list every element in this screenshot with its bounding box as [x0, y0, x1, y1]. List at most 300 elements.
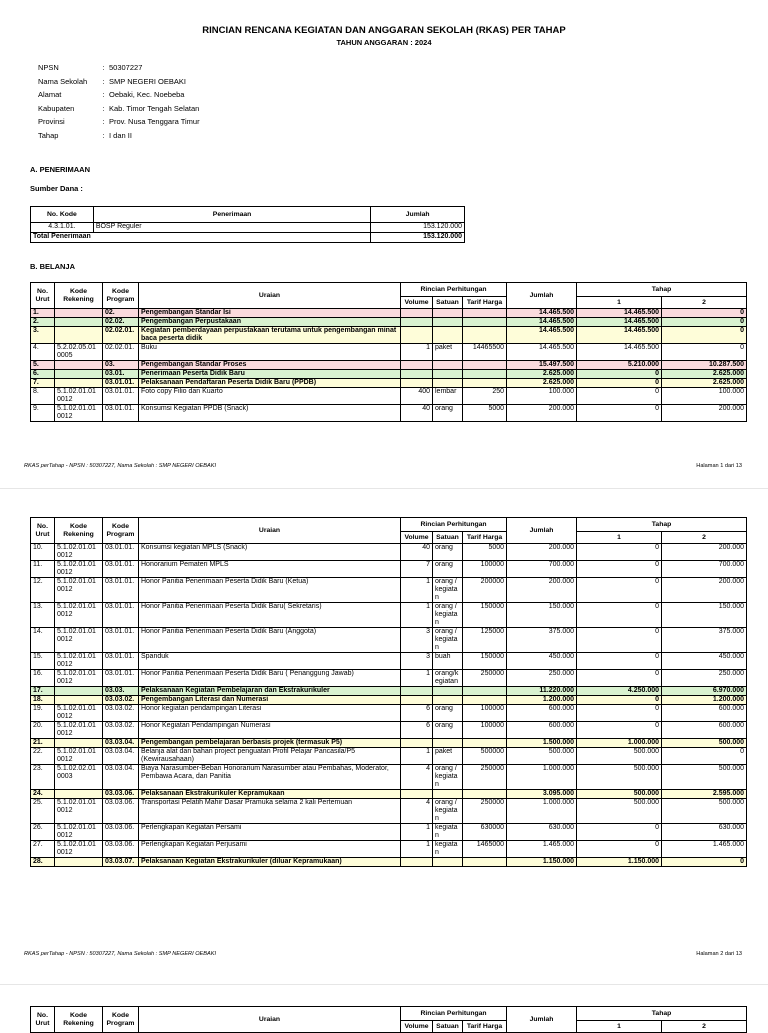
cell-kode-rekening: 5.1.02.01.01 0012 — [55, 653, 103, 670]
cell-tarif — [463, 790, 507, 799]
cell-volume — [401, 379, 433, 388]
cell-no: 16. — [31, 670, 55, 687]
cell-tahap-1: 5.210.000 — [577, 361, 662, 370]
cell-uraian: Spanduk — [139, 653, 401, 670]
cell-no: 12. — [31, 578, 55, 603]
cell-volume: 6 — [401, 705, 433, 722]
cell-tahap-1: 0 — [577, 544, 662, 561]
cell-kode-rekening: 5.1.02.01.01 0012 — [55, 705, 103, 722]
cell-jumlah: 630.000 — [507, 824, 577, 841]
cell-volume — [401, 361, 433, 370]
cell-tahap-2: 6.970.000 — [662, 687, 747, 696]
table-row — [31, 705, 747, 722]
cell-uraian: Pelaksanaan Ekstrakurikuler Kepramukaan — [139, 790, 401, 799]
info-value: Kab. Timor Tengah Selatan — [109, 103, 200, 113]
cell-satuan — [433, 696, 463, 705]
header-uraian: Uraian — [139, 283, 401, 309]
cell-kode-program: 03.03.06. — [103, 824, 139, 841]
cell-volume: 3 — [401, 653, 433, 670]
cell-tahap-1: 0 — [577, 628, 662, 653]
cell-tahap-1: 0 — [577, 841, 662, 858]
cell-tahap-2: 450.000 — [662, 653, 747, 670]
table-row — [31, 739, 747, 748]
header-tahap-2: 2 — [662, 532, 747, 544]
cell-jumlah: 200.000 — [507, 544, 577, 561]
penerimaan-jumlah: 153.120.000 — [371, 223, 465, 233]
cell-kode-program: 03.03. — [103, 687, 139, 696]
cell-satuan: paket — [433, 344, 463, 361]
cell-satuan: orang — [433, 405, 463, 422]
cell-uraian: Konsumsi Kegiatan PPDB (Snack) — [139, 405, 401, 422]
cell-volume — [401, 309, 433, 318]
cell-tarif — [463, 318, 507, 327]
info-row — [38, 90, 200, 104]
cell-no: 9. — [31, 405, 55, 422]
cell-kode-program: 03.01.01. — [103, 379, 139, 388]
cell-tahap-2: 500.000 — [662, 765, 747, 790]
header-tahap-2: 2 — [662, 1021, 747, 1033]
cell-tahap-1: 0 — [577, 370, 662, 379]
cell-tahap-2: 0 — [662, 858, 747, 867]
cell-tahap-2: 200.000 — [662, 544, 747, 561]
header-rincian: Rincian Perhitungan — [401, 518, 507, 532]
cell-kode-rekening — [55, 309, 103, 318]
cell-satuan: orang / kegiata n — [433, 628, 463, 653]
cell-volume — [401, 739, 433, 748]
cell-tahap-1: 1.000.000 — [577, 739, 662, 748]
cell-kode-rekening: 5.1.02.01.01 0012 — [55, 405, 103, 422]
cell-tahap-1: 500.000 — [577, 790, 662, 799]
cell-no: 25. — [31, 799, 55, 824]
cell-satuan: orang / kegiata n — [433, 578, 463, 603]
page2-footer-left: RKAS perTahap - NPSN : 50307227, Nama Sekolah : SMP NEGERI OEBAKI — [24, 951, 217, 957]
cell-tarif: 1465000 — [463, 841, 507, 858]
info-row — [38, 117, 200, 131]
header-satuan: Satuan — [433, 1021, 463, 1033]
table-row — [31, 687, 747, 696]
cell-no: 1. — [31, 309, 55, 318]
cell-tahap-2: 2.625.000 — [662, 370, 747, 379]
cell-tahap-2: 2.595.000 — [662, 790, 747, 799]
cell-volume — [401, 696, 433, 705]
cell-kode-program: 03.01.01. — [103, 670, 139, 687]
header-tahap-1: 1 — [577, 1021, 662, 1033]
cell-tarif — [463, 858, 507, 867]
header-jumlah: Jumlah — [371, 207, 465, 223]
cell-no: 11. — [31, 561, 55, 578]
cell-tahap-2: 200.000 — [662, 405, 747, 422]
cell-no: 21. — [31, 739, 55, 748]
cell-volume: 40 — [401, 544, 433, 561]
cell-tahap-2: 150.000 — [662, 603, 747, 628]
table-row — [31, 628, 747, 653]
cell-tahap-1: 500.000 — [577, 765, 662, 790]
cell-tarif: 150000 — [463, 603, 507, 628]
table-row — [31, 824, 747, 841]
cell-jumlah: 100.000 — [507, 388, 577, 405]
table-row — [31, 544, 747, 561]
info-row — [38, 104, 200, 118]
cell-uraian: Perlengkapan Kegiatan Perjusami — [139, 841, 401, 858]
cell-kode-rekening: 5.2.02.05.01 0005 — [55, 344, 103, 361]
cell-jumlah: 3.095.000 — [507, 790, 577, 799]
header-tahap: Tahap — [577, 518, 747, 532]
cell-no: 20. — [31, 722, 55, 739]
cell-no: 7. — [31, 379, 55, 388]
cell-uraian: Honor Panitia Penerimaan Peserta Didik Baru ( Penanggung Jawab) — [139, 670, 401, 687]
cell-uraian: Honor kegiatan pendampingan Literasi — [139, 705, 401, 722]
penerimaan-kode: 4.3.1.01. — [31, 223, 94, 233]
cell-kode-rekening: 5.1.02.01.01 0012 — [55, 670, 103, 687]
info-label: Provinsi — [38, 117, 65, 127]
cell-kode-rekening: 5.1.02.01.01 0012 — [55, 824, 103, 841]
cell-jumlah: 600.000 — [507, 705, 577, 722]
cell-volume: 400 — [401, 388, 433, 405]
info-value: Prov. Nusa Tenggara Timur — [109, 117, 200, 127]
cell-tahap-1: 0 — [577, 696, 662, 705]
info-label: Nama Sekolah — [38, 76, 88, 86]
cell-kode-program: 03.01.01. — [103, 388, 139, 405]
info-colon: : — [102, 76, 105, 86]
table-row — [31, 578, 747, 603]
cell-no: 4. — [31, 344, 55, 361]
cell-satuan — [433, 739, 463, 748]
cell-kode-program: 03.03.06. — [103, 841, 139, 858]
cell-kode-program: 02. — [103, 309, 139, 318]
cell-no: 22. — [31, 748, 55, 765]
cell-no: 18. — [31, 696, 55, 705]
cell-tahap-2: 200.000 — [662, 578, 747, 603]
cell-satuan: kegiata n — [433, 841, 463, 858]
header-tahap: Tahap — [577, 1007, 747, 1021]
cell-tahap-2: 600.000 — [662, 705, 747, 722]
penerimaan-table — [30, 206, 465, 243]
cell-no: 27. — [31, 841, 55, 858]
cell-no: 3. — [31, 327, 55, 344]
cell-tahap-2: 250.000 — [662, 670, 747, 687]
table-row — [31, 696, 747, 705]
cell-tarif: 125000 — [463, 628, 507, 653]
cell-kode-program: 03.01.01. — [103, 405, 139, 422]
cell-tahap-2: 630.000 — [662, 824, 747, 841]
cell-uraian: Pengembangan Standar Proses — [139, 361, 401, 370]
cell-satuan: orang / kegiata n — [433, 603, 463, 628]
cell-jumlah: 2.625.000 — [507, 379, 577, 388]
header-jumlah: Jumlah — [507, 518, 577, 544]
info-label: Tahap — [38, 130, 59, 140]
cell-kode-program: 03.03.07. — [103, 858, 139, 867]
cell-kode-rekening: 5.1.02.01.01 0012 — [55, 628, 103, 653]
info-label: Kabupaten — [38, 103, 75, 113]
cell-satuan — [433, 309, 463, 318]
cell-kode-program: 03.01.01. — [103, 628, 139, 653]
table-row — [31, 670, 747, 687]
cell-tahap-1: 14.465.500 — [577, 309, 662, 318]
cell-tahap-1: 0 — [577, 722, 662, 739]
cell-tahap-1: 0 — [577, 379, 662, 388]
table-row — [31, 379, 747, 388]
cell-kode-rekening: 5.1.02.01.01 0012 — [55, 841, 103, 858]
header-rincian: Rincian Perhitungan — [401, 283, 507, 297]
cell-no: 14. — [31, 628, 55, 653]
cell-tarif: 150000 — [463, 653, 507, 670]
header-volume: Volume — [401, 297, 433, 309]
cell-tahap-1: 0 — [577, 670, 662, 687]
cell-tarif: 250000 — [463, 765, 507, 790]
cell-tarif — [463, 696, 507, 705]
cell-kode-program: 03.03.02. — [103, 705, 139, 722]
header-tarif: Tarif Harga — [463, 297, 507, 309]
cell-jumlah: 600.000 — [507, 722, 577, 739]
cell-tarif — [463, 687, 507, 696]
cell-jumlah: 14.465.500 — [507, 344, 577, 361]
cell-kode-rekening: 5.1.02.01.01 0012 — [55, 544, 103, 561]
cell-tarif: 100000 — [463, 705, 507, 722]
cell-volume: 3 — [401, 628, 433, 653]
cell-kode-program: 03.03.04. — [103, 765, 139, 790]
table-row — [31, 361, 747, 370]
cell-tahap-2: 2.625.000 — [662, 379, 747, 388]
cell-no: 6. — [31, 370, 55, 379]
cell-tarif — [463, 361, 507, 370]
cell-no: 10. — [31, 544, 55, 561]
header-uraian: Uraian — [139, 518, 401, 544]
cell-kode-program: 03.03.04. — [103, 748, 139, 765]
cell-kode-rekening: 5.1.02.01.01 0012 — [55, 578, 103, 603]
cell-jumlah: 450.000 — [507, 653, 577, 670]
header-kode-program: Kode Program — [103, 1007, 139, 1033]
cell-satuan: paket — [433, 748, 463, 765]
cell-tarif — [463, 327, 507, 344]
info-colon: : — [102, 63, 105, 72]
cell-satuan: orang — [433, 561, 463, 578]
cell-uraian: Honor Panitia Penerimaan Peserta Didik Baru (Ketua) — [139, 578, 401, 603]
cell-jumlah: 14.465.500 — [507, 327, 577, 344]
cell-tahap-2: 10.287.500 — [662, 361, 747, 370]
cell-kode-rekening — [55, 327, 103, 344]
cell-kode-rekening: 5.1.02.02.01 0003 — [55, 765, 103, 790]
cell-kode-program: 03.03.04. — [103, 739, 139, 748]
table-row — [31, 790, 747, 799]
cell-tahap-2: 700.000 — [662, 561, 747, 578]
info-label: Alamat — [38, 90, 62, 100]
cell-kode-program: 03.01.01. — [103, 561, 139, 578]
table-row — [31, 405, 747, 422]
cell-tarif: 630000 — [463, 824, 507, 841]
page1-footer-right: Halaman 1 dari 13 — [696, 463, 742, 469]
cell-uraian: Foto copy Filio dan Kuarto — [139, 388, 401, 405]
cell-satuan — [433, 318, 463, 327]
cell-satuan — [433, 327, 463, 344]
cell-satuan: orang / kegiata n — [433, 765, 463, 790]
cell-tahap-2: 0 — [662, 327, 747, 344]
cell-kode-program: 02.02.01. — [103, 344, 139, 361]
cell-volume: 1 — [401, 670, 433, 687]
cell-jumlah: 1.150.000 — [507, 858, 577, 867]
page1-footer-left: RKAS perTahap - NPSN : 50307227, Nama Sekolah : SMP NEGERI OEBAKI — [24, 463, 217, 469]
cell-kode-program: 03.03.02. — [103, 696, 139, 705]
cell-jumlah: 15.497.500 — [507, 361, 577, 370]
cell-jumlah: 250.000 — [507, 670, 577, 687]
table-row — [31, 370, 747, 379]
penerimaan-nama: BOSP Reguler — [93, 223, 371, 233]
cell-tarif: 250000 — [463, 670, 507, 687]
cell-tarif: 100000 — [463, 561, 507, 578]
cell-kode-program: 03.01.01. — [103, 578, 139, 603]
cell-kode-program: 03.01. — [103, 370, 139, 379]
info-value: Oebaki, Kec. Noebeba — [109, 90, 185, 100]
cell-kode-program: 03.03.06. — [103, 790, 139, 799]
info-colon: : — [102, 130, 105, 140]
cell-jumlah: 1.000.000 — [507, 799, 577, 824]
table-row — [31, 327, 747, 344]
cell-jumlah: 1.500.000 — [507, 739, 577, 748]
cell-jumlah: 11.220.000 — [507, 687, 577, 696]
cell-uraian: Buku — [139, 344, 401, 361]
cell-tahap-2: 0 — [662, 748, 747, 765]
header-kode-program: Kode Program — [103, 283, 139, 309]
cell-kode-program: 02.02. — [103, 318, 139, 327]
cell-uraian: Pengembangan Perpustakaan — [139, 318, 401, 327]
cell-jumlah: 150.000 — [507, 603, 577, 628]
cell-jumlah: 2.625.000 — [507, 370, 577, 379]
cell-volume: 1 — [401, 344, 433, 361]
cell-tahap-1: 500.000 — [577, 748, 662, 765]
header-tahap-1: 1 — [577, 532, 662, 544]
cell-no: 26. — [31, 824, 55, 841]
header-volume: Volume — [401, 1021, 433, 1033]
cell-jumlah: 200.000 — [507, 405, 577, 422]
cell-uraian: Penerimaan Peserta Didik Baru — [139, 370, 401, 379]
header-rincian: Rincian Perhitungan — [401, 1007, 507, 1021]
cell-tarif: 500000 — [463, 748, 507, 765]
table-row — [31, 388, 747, 405]
cell-tahap-1: 14.465.500 — [577, 327, 662, 344]
cell-uraian: Pengembangan pembelajaran berbasis projek (termasuk P5) — [139, 739, 401, 748]
header-tarif: Tarif Harga — [463, 532, 507, 544]
cell-volume: 40 — [401, 405, 433, 422]
header-penerimaan: Penerimaan — [93, 207, 371, 223]
sumber-dana-label: Sumber Dana : — [30, 184, 83, 193]
cell-kode-rekening — [55, 370, 103, 379]
header-kode-rekening: Kode Rekening — [55, 518, 103, 544]
cell-kode-rekening — [55, 379, 103, 388]
info-value: SMP NEGERI OEBAKI — [109, 76, 186, 86]
cell-tarif — [463, 739, 507, 748]
cell-no: 5. — [31, 361, 55, 370]
cell-uraian: Pengembangan Standar Isi — [139, 309, 401, 318]
cell-tarif — [463, 379, 507, 388]
cell-satuan: orang — [433, 705, 463, 722]
header-satuan: Satuan — [433, 297, 463, 309]
cell-tarif: 5000 — [463, 544, 507, 561]
cell-tahap-1: 0 — [577, 824, 662, 841]
header-jumlah: Jumlah — [507, 1007, 577, 1033]
cell-volume: 7 — [401, 561, 433, 578]
info-value: 50307227 — [109, 63, 143, 72]
cell-kode-program: 03.03.06. — [103, 799, 139, 824]
cell-no: 2. — [31, 318, 55, 327]
cell-kode-rekening — [55, 790, 103, 799]
cell-tahap-2: 500.000 — [662, 799, 747, 824]
cell-satuan — [433, 858, 463, 867]
cell-satuan: lembar — [433, 388, 463, 405]
cell-tarif: 100000 — [463, 722, 507, 739]
table-row — [31, 841, 747, 858]
table-row — [31, 318, 747, 327]
cell-satuan: orang — [433, 544, 463, 561]
info-row — [38, 131, 200, 145]
page-separator-2 — [0, 984, 768, 985]
cell-no: 15. — [31, 653, 55, 670]
table-row — [31, 344, 747, 361]
cell-volume — [401, 858, 433, 867]
info-label: NPSN — [38, 63, 59, 72]
cell-kode-rekening: 5.1.02.01.01 0012 — [55, 748, 103, 765]
cell-kode-rekening — [55, 696, 103, 705]
cell-tarif: 200000 — [463, 578, 507, 603]
table-row — [31, 309, 747, 318]
section-penerimaan-title: A. PENERIMAAN — [30, 165, 91, 174]
cell-tarif: 14465500 — [463, 344, 507, 361]
cell-jumlah: 375.000 — [507, 628, 577, 653]
cell-tahap-1: 0 — [577, 705, 662, 722]
table-row — [31, 653, 747, 670]
info-row — [38, 77, 200, 91]
cell-jumlah: 1.000.000 — [507, 765, 577, 790]
cell-uraian: Pelaksanaan Kegiatan Ekstrakurikuler (diluar Kepramukaan) — [139, 858, 401, 867]
section-belanja-title: B. BELANJA — [30, 262, 76, 271]
cell-tahap-2: 100.000 — [662, 388, 747, 405]
cell-kode-rekening: 5.1.02.01.01 0012 — [55, 388, 103, 405]
cell-satuan: orang — [433, 722, 463, 739]
header-kode-program: Kode Program — [103, 518, 139, 544]
cell-tahap-1: 0 — [577, 578, 662, 603]
header-volume: Volume — [401, 532, 433, 544]
info-colon: : — [102, 117, 105, 127]
header-no-kode: No. Kode — [31, 207, 94, 223]
page-separator — [0, 488, 768, 489]
cell-tahap-2: 0 — [662, 318, 747, 327]
cell-jumlah: 1.465.000 — [507, 841, 577, 858]
cell-tahap-2: 0 — [662, 309, 747, 318]
cell-satuan: orang/k egiatan — [433, 670, 463, 687]
cell-no: 17. — [31, 687, 55, 696]
cell-uraian: Pengembangan Literasi dan Numerasi — [139, 696, 401, 705]
cell-tarif — [463, 309, 507, 318]
info-colon: : — [102, 103, 105, 113]
cell-tahap-1: 0 — [577, 653, 662, 670]
cell-tarif: 250000 — [463, 799, 507, 824]
info-value: I dan II — [109, 130, 132, 140]
cell-no: 8. — [31, 388, 55, 405]
cell-kode-rekening: 5.1.02.01.01 0012 — [55, 603, 103, 628]
cell-tarif: 5000 — [463, 405, 507, 422]
cell-jumlah: 14.465.500 — [507, 309, 577, 318]
page2-footer-right: Halaman 2 dari 13 — [696, 951, 742, 957]
school-info — [38, 63, 200, 145]
cell-kode-program: 03.01.01. — [103, 544, 139, 561]
cell-volume — [401, 327, 433, 344]
cell-volume: 1 — [401, 578, 433, 603]
belanja-table-page1 — [30, 282, 747, 422]
cell-volume: 1 — [401, 603, 433, 628]
header-jumlah: Jumlah — [507, 283, 577, 309]
cell-volume — [401, 790, 433, 799]
cell-jumlah: 200.000 — [507, 578, 577, 603]
cell-uraian: Kegiatan pemberdayaan perpustakaan terutama untuk pengembangan minat baca peserta didik — [139, 327, 401, 344]
cell-tahap-1: 4.250.000 — [577, 687, 662, 696]
